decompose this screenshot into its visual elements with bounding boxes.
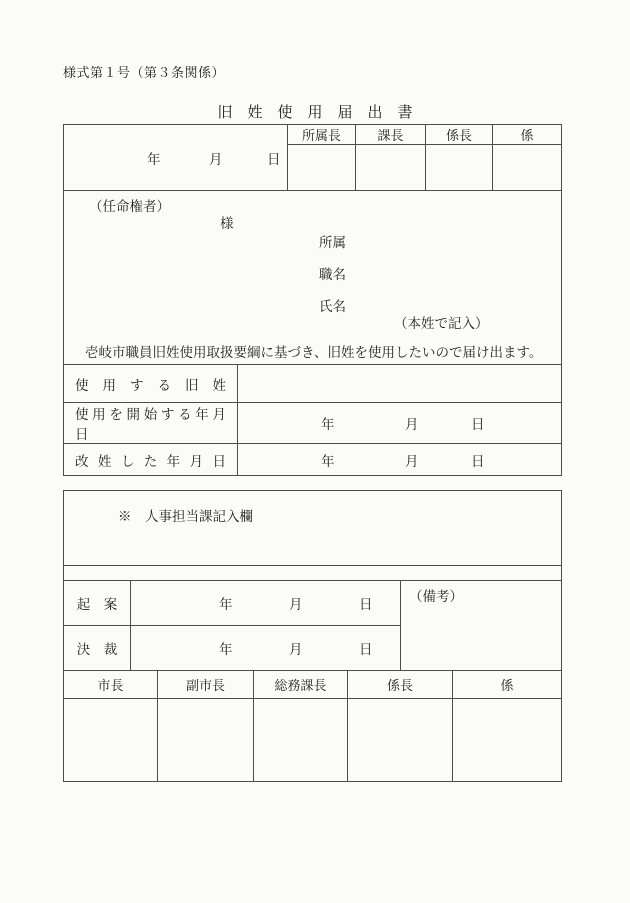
hr-admin-table	[63, 490, 562, 782]
sign-box-staff	[453, 699, 562, 782]
signer-header-deputy-mayor: 副市長	[158, 671, 254, 699]
month-unit: 月	[289, 597, 303, 612]
day-unit: 日	[471, 453, 485, 469]
name-note: （本姓で記入）	[394, 316, 489, 331]
field-value-start-date	[238, 403, 562, 444]
remarks-cell: （備考）	[401, 581, 562, 671]
month-unit: 月	[405, 417, 419, 432]
field-value-former-surname	[238, 365, 562, 403]
sign-box-general-affairs-chief	[254, 699, 348, 782]
field-label-former-surname: 使 用 す る 旧 姓	[64, 365, 238, 403]
signer-header-subsection-chief: 係長	[348, 671, 453, 699]
year-unit: 年	[147, 151, 161, 167]
affiliation-label: 所属	[319, 235, 346, 250]
honorific-label: 様	[220, 216, 234, 231]
applicant-info-cell	[64, 191, 562, 365]
decision-date-cell	[131, 626, 401, 671]
form-number-label: 様式第１号（第３条関係）	[63, 65, 226, 80]
month-unit: 月	[209, 151, 223, 167]
sign-box-subsection-chief	[348, 699, 453, 782]
stamp-box-division-chief	[288, 145, 356, 191]
year-unit: 年	[219, 597, 233, 612]
day-unit: 日	[267, 151, 281, 167]
name-label: 氏名	[319, 299, 346, 314]
stamp-box-staff	[493, 145, 562, 191]
day-unit: 日	[471, 417, 485, 432]
spacer-row	[64, 566, 562, 581]
signer-header-general-affairs-chief: 総務課長	[254, 671, 348, 699]
year-unit: 年	[219, 642, 233, 657]
signer-header-mayor: 市長	[64, 671, 158, 699]
sign-box-mayor	[64, 699, 158, 782]
field-label-change-date: 改 姓 し た 年 月 日	[64, 444, 238, 476]
approver-header-division-chief: 所属長	[288, 125, 356, 145]
statement-text: 壱岐市職員旧姓使用取扱要綱に基づき、旧姓を使用したいので届け出ます。	[85, 345, 543, 360]
year-unit: 年	[321, 453, 335, 469]
sign-box-deputy-mayor	[158, 699, 254, 782]
year-unit: 年	[321, 417, 335, 432]
decision-label: 決 裁	[64, 626, 131, 671]
field-value-change-date	[238, 444, 562, 476]
month-unit: 月	[405, 453, 419, 469]
stamp-box-section-chief	[356, 145, 426, 191]
month-unit: 月	[289, 642, 303, 657]
main-form-table	[63, 124, 562, 476]
page-title: 旧 姓 使 用 届 出 書	[217, 105, 413, 121]
submission-date-cell	[64, 125, 288, 191]
job-title-label: 職名	[319, 267, 346, 282]
signer-header-staff: 係	[453, 671, 562, 699]
draft-date-cell	[131, 581, 401, 626]
day-unit: 日	[359, 642, 373, 657]
appointer-label: （任命権者）	[89, 199, 170, 214]
stamp-box-subsection-chief	[426, 145, 493, 191]
day-unit: 日	[359, 597, 373, 612]
approver-header-staff: 係	[493, 125, 562, 145]
draft-label: 起 案	[64, 581, 131, 626]
field-label-start-date: 使 用 を 開 始 す る 年 月 日	[64, 403, 238, 444]
hr-note-cell: ※ 人事担当課記入欄	[64, 491, 562, 566]
approver-header-subsection-chief: 係長	[426, 125, 493, 145]
approver-header-section-chief: 課長	[356, 125, 426, 145]
